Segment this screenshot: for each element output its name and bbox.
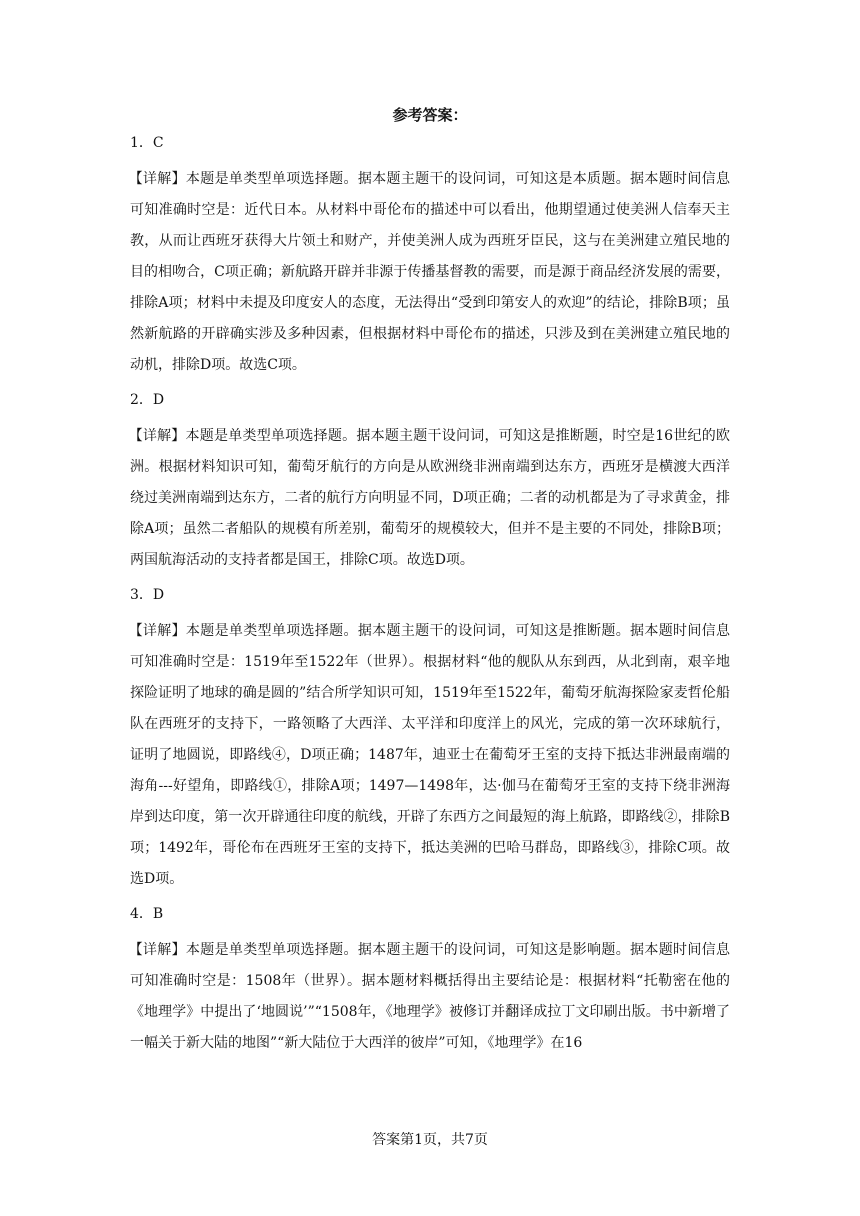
answer-explanation: 【详解】本题是单类型单项选择题。据本题主题干的设问词，可知这是影响题。据本题时间信息可知准确时空是：1508年（世界）。据本题材料概括得出主要结论是：根据材料“托勒密在他的《地理学》中提出了‘地圆说’”“1508年，《地理学》被修订并翻译成拉丁文印刷出版。书中新增了一幅关于新大陆的地图”“新大陆位于大西洋的彼岸”可知，《地理学》在16 — [128, 942, 730, 1051]
answer-explanation: 【详解】本题是单类型单项选择题。据本题主题干设问词，可知这是推断题，时空是16世纪的欧洲。根据材料知识可知，葡萄牙航行的方向是从欧洲绕非洲南端到达东方，西班牙是横渡大西洋绕过美洲南端到达东方，二者的航行方向明显不同，D项正确；二者的动机都是为了寻求黄金，排除A项；虽然二者船队的规模有所差别，葡萄牙的规模较大，但并不是主要的不同处，排除B项；两国航海活动的支持者都是国王，排除C项。故选D项。 — [128, 428, 730, 568]
answer-number: 1．C — [130, 135, 164, 151]
answer-explanation: 【详解】本题是单类型单项选择题。据本题主题干的设问词，可知这是推断题。据本题时间信息可知准确时空是：1519年至1522年（世界）。根据材料“他的舰队从东到西，从北到南，艰辛地探险证明了地球的确是圆的”结合所学知识可知，1519年至1522年，葡萄牙航海探险家麦哲伦船队在西班牙的支持下，一路领略了大西洋、太平洋和印度洋上的风光，完成的第一次环球航行，证明了地圆说，即路线④，D项正确；1487年，迪亚士在葡萄牙王室的支持下抵达非洲最南端的海角---好望角，即路线①，排除A项；1497—1498年，达·伽马在葡萄牙王室的支持下绕非洲海岸到达印度，第一次开辟通往印度的航线，开辟了东西方之间最短的海上航路，即路线②，排除B项；1492年，哥伦布在西班牙王室的支持下，抵达美洲的巴哈马群岛，即路线③，排除C项。故选D项。 — [128, 623, 730, 887]
answer-item-2 — [130, 389, 730, 576]
answer-number: 4．B — [130, 906, 164, 922]
answer-number: 3．D — [130, 587, 165, 603]
answer-item-1 — [130, 132, 730, 381]
answer-item-3 — [130, 584, 730, 895]
answer-number: 2．D — [130, 392, 165, 408]
answer-item-4 — [130, 903, 730, 1059]
answers-list — [130, 132, 730, 1067]
answer-explanation: 【详解】本题是单类型单项选择题。据本题主题干的设问词，可知这是本质题。据本题时间信息可知准确时空是：近代日本。从材料中哥伦布的描述中可以看出，他期望通过使美洲人信奉天主教，从而让西班牙获得大片领土和财产，并使美洲人成为西班牙臣民，这与在美洲建立殖民地的目的相吻合，C项正确；新航路开辟并非源于传播基督教的需要，而是源于商品经济发展的需要，排除A项；材料中未提及印度安人的态度，无法得出“受到印第安人的欢迎”的结论，排除B项；虽然新航路的开辟确实涉及多种因素，但根据材料中哥伦布的描述，只涉及到在美洲建立殖民地的动机，排除D项。故选C项。 — [128, 171, 730, 373]
page-title: 参考答案： — [392, 106, 468, 124]
page-footer: 答案第1页，共7页 — [372, 1132, 488, 1148]
